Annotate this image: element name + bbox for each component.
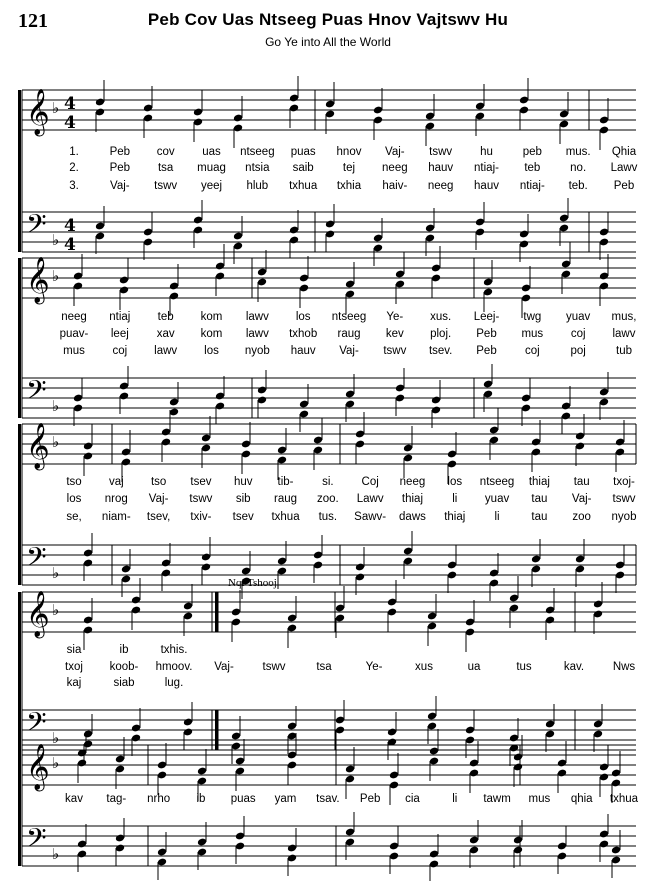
lyric-syllable: Ye- [365, 661, 383, 673]
lyric-syllable: Lawv [356, 493, 384, 505]
lyric-syllable: mus [521, 328, 544, 340]
double-barline [215, 592, 218, 632]
lyric-syllable: no. [570, 162, 587, 174]
lyric-syllable: los [447, 476, 463, 488]
system-bracket-4 [18, 592, 21, 750]
bass-clef-icon: 𝄢 [26, 374, 47, 412]
lyric-syllable: Coj [361, 476, 379, 488]
lyric-syllable: tswv [429, 146, 453, 158]
lyric-syllable: uas [202, 146, 221, 158]
bass-clef-icon: 𝄢 [26, 208, 47, 246]
key-signature-flat: ♭ [52, 601, 60, 619]
lyric-syllable: tswv [262, 661, 286, 673]
refrain-marker: Nqi Tshooj [228, 577, 277, 589]
lyric-syllable: hauv [290, 345, 316, 357]
lyric-syllable: tus [516, 661, 532, 673]
lyric-syllable: tau [531, 493, 548, 505]
lyric-syllable: hauv [474, 180, 499, 192]
lyric-syllable: twg [523, 311, 542, 323]
lyric-syllable: hmoov. [155, 661, 193, 673]
lyric-syllable: ib [196, 793, 206, 805]
system-bracket-5 [18, 745, 21, 866]
lyric-syllable: los [295, 311, 311, 323]
lyric-syllable: yuav [566, 311, 591, 323]
lyric-syllable: yuav [484, 493, 510, 505]
treble-clef-icon: 𝄞 [26, 257, 50, 303]
lyric-syllable: muag [197, 162, 226, 174]
key-signature-flat: ♭ [52, 231, 60, 249]
lyric-syllable: teb. [568, 180, 588, 192]
lyric-syllable: tsev [232, 511, 254, 523]
lyric-syllable: tus. [318, 511, 338, 523]
lyric-syllable: tau [573, 476, 590, 488]
lyric-syllable: ntsia [245, 162, 270, 174]
lyric-syllable: neeg [399, 476, 426, 488]
lyric-syllable: 1. [69, 146, 79, 158]
system-bracket-1 [18, 90, 21, 252]
bass-clef-icon: 𝄢 [26, 706, 47, 744]
lyric-syllable: Qhia [611, 146, 637, 158]
lyric-syllable: puav- [59, 328, 89, 340]
lyric-syllable: txhua [609, 793, 639, 805]
key-signature-flat: ♭ [52, 729, 60, 747]
lyric-syllable: tau [531, 511, 548, 523]
lyric-syllable: se, [66, 511, 82, 523]
lyric-syllable: teb [157, 311, 174, 323]
lyric-syllable: sib [235, 493, 251, 505]
lyric-syllable: tib- [277, 476, 294, 488]
lyric-syllable: kom [200, 311, 223, 323]
lyric-syllable: tsa [316, 661, 332, 673]
key-signature-flat: ♭ [52, 99, 60, 117]
lyric-syllable: Leej- [473, 311, 500, 323]
lyric-syllable: hlub [246, 180, 269, 192]
system-bracket-2 [18, 258, 21, 418]
time-signature-numerator: 4 [64, 94, 76, 114]
bass-clef-icon: 𝄢 [26, 541, 47, 579]
lyric-syllable: hu [480, 146, 493, 158]
lyric-syllable: Vaj- [148, 493, 169, 505]
lyric-syllable: xus. [430, 311, 452, 323]
lyric-syllable: sia [66, 644, 82, 656]
lyric-syllable: li [494, 511, 500, 523]
treble-clef-icon: 𝄞 [26, 591, 50, 637]
lyric-syllable: saib [292, 162, 314, 174]
lyric-syllable: 3. [69, 180, 79, 192]
lyric-syllable: neeg [382, 162, 408, 174]
lyric-syllable: Lawv [610, 162, 638, 174]
lyric-syllable: neeg [61, 311, 87, 323]
lyric-syllable: qhia [570, 793, 593, 805]
lyric-syllable: Peb [109, 146, 131, 158]
lyric-syllable: Peb [359, 793, 381, 805]
lyric-syllable: tag- [106, 793, 127, 805]
key-signature-flat: ♭ [52, 397, 60, 415]
lyric-syllable: txoj [65, 661, 83, 673]
lyric-syllable: Peb [476, 345, 497, 357]
lyric-syllable: coj [570, 328, 586, 340]
lyric-syllable: puas [290, 146, 316, 158]
treble-clef-icon: 𝄞 [26, 423, 50, 469]
lyric-syllable: Vaj- [110, 180, 130, 192]
lyric-syllable: Vaj- [214, 661, 234, 673]
lyric-syllable: nrog [104, 493, 128, 505]
key-signature-flat: ♭ [52, 267, 60, 285]
lyric-syllable: txhua [271, 511, 300, 523]
lyric-syllable: nrho [147, 793, 171, 805]
hymn-number: 121 [18, 10, 48, 32]
treble-clef-icon: 𝄞 [26, 744, 50, 790]
lyric-syllable: lawv [245, 328, 269, 340]
lyric-syllable: thiaj [528, 476, 550, 488]
bass-clef-icon: 𝄢 [26, 822, 47, 860]
hymn-subtitle: Go Ye into All the World [265, 35, 391, 49]
lyric-syllable: hauv [428, 162, 454, 174]
lyric-syllable: kev [385, 328, 404, 340]
lyric-syllable: coj [524, 345, 540, 357]
lyric-syllable: ntiaj- [519, 180, 545, 192]
lyric-syllable: kav [65, 793, 83, 805]
lyric-syllable: ua [467, 661, 481, 673]
lyric-syllable: thiaj [444, 511, 466, 523]
lyric-syllable: ib [119, 644, 129, 656]
key-signature-flat: ♭ [52, 754, 60, 772]
lyric-syllable: nyob [244, 345, 270, 357]
lyric-syllable: Sawv- [354, 511, 387, 523]
lyric-syllable: vaj [108, 476, 124, 488]
lyric-syllable: tso [66, 476, 82, 488]
lyric-syllable: tso [150, 476, 167, 488]
lyric-syllable: tswv [189, 493, 213, 505]
lyric-syllable: los [204, 345, 219, 357]
lyric-syllable: kaj [66, 677, 82, 689]
lyric-syllable: niam- [101, 511, 131, 523]
double-barline [215, 710, 218, 750]
lyric-syllable: txiv- [190, 511, 212, 523]
lyric-syllable: tswv [612, 493, 636, 505]
lyric-syllable: Vaj- [385, 146, 405, 158]
lyric-syllable: mus [528, 793, 551, 805]
lyric-syllable: Vaj- [571, 493, 592, 505]
lyric-syllable: li [452, 493, 458, 505]
treble-clef-icon: 𝄞 [26, 89, 50, 135]
lyric-syllable: Peb [109, 162, 131, 174]
lyric-syllable: tsev [190, 476, 212, 488]
lyric-syllable: tsev, [146, 511, 171, 523]
system-bracket-3 [18, 424, 21, 585]
lyric-syllable: ntiaj [109, 311, 131, 323]
lyric-syllable: Peb [613, 180, 635, 192]
lyric-syllable: mus, [611, 311, 637, 323]
lyric-syllable: neeg [427, 180, 454, 192]
lyric-syllable: haiv- [382, 180, 408, 192]
lyric-syllable: Ye- [386, 311, 404, 323]
lyric-syllable: zoo. [316, 493, 339, 505]
lyric-syllable: lawv [154, 345, 178, 357]
lyric-syllable: los [66, 493, 82, 505]
lyric-syllable: coj [112, 345, 128, 357]
lyric-syllable: txhis. [160, 644, 188, 656]
lyric-syllable: Vaj- [339, 345, 359, 357]
lyric-syllable: tawm [483, 793, 511, 805]
lyric-syllable: txhob [289, 328, 318, 340]
lyric-syllable: tsav. [316, 793, 340, 805]
lyric-syllable: lawv [245, 311, 269, 323]
lyric-syllable: Peb [476, 328, 497, 340]
lyric-syllable: ntiaj- [474, 162, 499, 174]
hymn-title: Peb Cov Uas Ntseeg Puas Hnov Vajtswv Hu [147, 10, 509, 29]
lyric-syllable: daws [399, 511, 426, 523]
lyric-syllable: hnov [336, 146, 362, 158]
lyric-syllable: ntseeg [240, 146, 275, 158]
lyric-syllable: kom [200, 328, 223, 340]
lyric-syllable: poj [570, 345, 586, 357]
lyric-syllable: lawv [612, 328, 636, 340]
lyric-syllable: txhua [289, 180, 318, 192]
lyric-syllable: mus [63, 345, 85, 357]
lyric-syllable: tej [342, 162, 356, 174]
lyric-syllable: mus. [565, 146, 591, 158]
key-signature-flat: ♭ [52, 845, 60, 863]
key-signature-flat: ♭ [52, 564, 60, 582]
lyric-syllable: txhia [336, 180, 362, 192]
lyric-syllable: nyob [611, 511, 637, 523]
lyric-syllable: peb [522, 146, 542, 158]
lyric-syllable: tsa [157, 162, 174, 174]
lyric-syllable: yeej [200, 180, 223, 192]
lyric-syllable: yam [274, 793, 297, 805]
lyric-syllable: cia [405, 793, 420, 805]
time-signature-denominator: 4 [64, 235, 76, 255]
lyric-syllable: raug [337, 328, 361, 340]
lyric-syllable: puas [230, 793, 256, 805]
lyric-syllable: Nws [612, 661, 636, 673]
lyric-syllable: tswv [154, 180, 178, 192]
lyric-syllable: tswv [383, 345, 407, 357]
time-signature-numerator: 4 [64, 216, 76, 236]
time-signature-denominator: 4 [64, 113, 76, 133]
lyric-syllable: tub [616, 345, 632, 357]
lyric-syllable: koob- [109, 661, 139, 673]
lyric-syllable: tsev. [428, 345, 453, 357]
key-signature-flat: ♭ [52, 433, 60, 451]
lyric-syllable: ntseeg [331, 311, 367, 323]
lyric-syllable: ntseeg [479, 476, 515, 488]
lyric-syllable: kav. [563, 661, 585, 673]
lyric-syllable: li [452, 793, 458, 805]
lyric-syllable: 2. [69, 162, 79, 174]
lyric-syllable: si. [322, 476, 334, 488]
lyric-syllable: xus [415, 661, 433, 673]
lyric-syllable: ploj. [430, 328, 452, 340]
lyric-syllable: siab [113, 677, 135, 689]
lyric-syllable: txoj- [613, 476, 635, 488]
lyric-syllable: teb [524, 162, 541, 174]
lyric-syllable: lug. [164, 677, 184, 689]
lyric-syllable: raug [274, 493, 298, 505]
lyric-syllable: xav [156, 328, 175, 340]
lyric-syllable: cov [156, 146, 175, 158]
lyric-syllable: thiaj [401, 493, 424, 505]
lyric-syllable: zoo [572, 511, 591, 523]
lyric-syllable: huv [233, 476, 253, 488]
lyric-syllable: leej [110, 328, 129, 340]
